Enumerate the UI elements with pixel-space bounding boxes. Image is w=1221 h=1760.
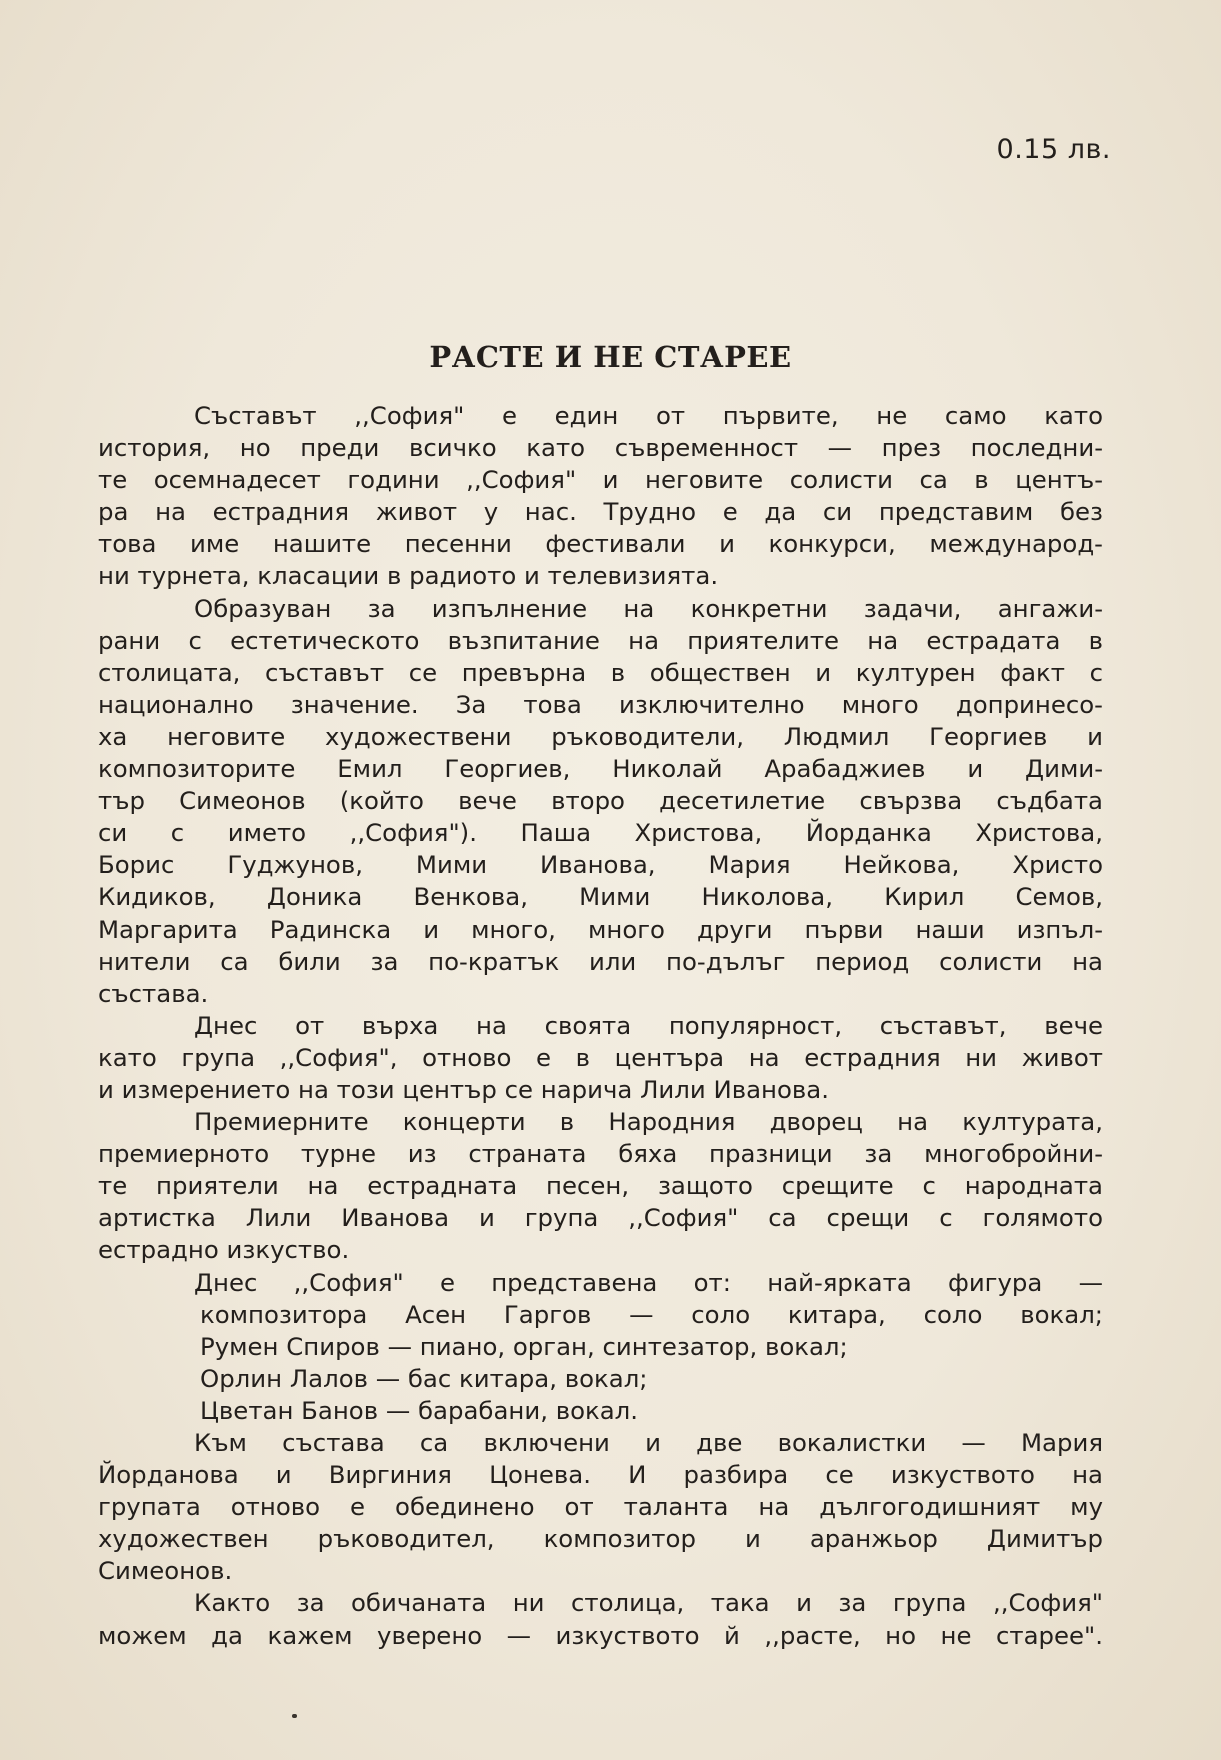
- text-line: рани с естетическото възпитание на приятелите на естрадата в: [98, 625, 1103, 655]
- text-line: като група ,,София", отново е в центъра на естрадния ни живот: [98, 1042, 1103, 1072]
- text-line: групата отново е обединено от таланта на дългогодишният му: [98, 1492, 1103, 1522]
- text-line: Цветан Банов — барабани, вокал.: [200, 1395, 639, 1425]
- text-line: можем да кажем уверено — изкуството й ,,расте, но не старее".: [98, 1620, 1103, 1650]
- text-line: Румен Спиров — пиано, орган, синтезатор, вокал;: [200, 1331, 848, 1361]
- text-line: Борис Гуджунов, Мими Иванова, Мария Нейкова, Христо: [98, 850, 1103, 880]
- text-line: естрадно изкуство.: [98, 1235, 350, 1265]
- text-line: това име нашите песенни фестивали и конкурси, международ-: [98, 529, 1103, 559]
- text-line: Орлин Лалов — бас китара, вокал;: [200, 1363, 648, 1393]
- text-line: артистка Лили Иванова и група ,,София" са срещи с голямото: [98, 1203, 1103, 1233]
- text-line: композитора Асен Гаргов — соло китара, соло вокал;: [200, 1299, 1103, 1329]
- text-line: Йорданова и Виргиния Цонева. И разбира се изкуството на: [98, 1460, 1103, 1490]
- text-line: ха неговите художествени ръководители, Людмил Георгиев и: [98, 721, 1103, 751]
- text-line: премиерното турне из страната бяха празници за многобройни-: [98, 1139, 1103, 1169]
- document-title: РАСТЕ И НЕ СТАРЕЕ: [429, 340, 792, 374]
- text-line: Премиерните концерти в Народния дворец на културата,: [194, 1107, 1103, 1137]
- text-line: Съставът ,,София" е един от първите, не само като: [194, 401, 1103, 430]
- text-line: композиторите Емил Георгиев, Николай Арабаджиев и Дими-: [98, 754, 1103, 784]
- text-line: те приятели на естрадната песен, защото срещите с народната: [98, 1171, 1103, 1201]
- text-line: художествен ръководител, композитор и аранжьор Димитър: [98, 1524, 1103, 1554]
- text-line: Кидиков, Доника Венкова, Мими Николова, Кирил Семов,: [98, 882, 1103, 912]
- price-label: 0.15 лв.: [996, 134, 1111, 165]
- text-line: Симеонов.: [98, 1556, 233, 1586]
- text-line: тър Симеонов (който вече второ десетилетие свързва съдбата: [98, 786, 1103, 816]
- text-line: те осемнадесет години ,,София" и неговите солисти са в центъ-: [98, 465, 1103, 495]
- text-line: нители са били за по-кратък или по-дълъг период солисти на: [98, 946, 1103, 976]
- text-line: ни турнета, класации в радиото и телевизията.: [98, 561, 719, 591]
- text-line: ра на естрадния живот у нас. Трудно е да си представим без: [98, 497, 1103, 527]
- text-line: Както за обичаната ни столица, така и за група ,,София": [194, 1588, 1103, 1618]
- text-line: Днес ,,София" е представена от: най-ярката фигура —: [194, 1267, 1103, 1297]
- text-line: национално значение. За това изключително много допринесо-: [98, 689, 1103, 719]
- text-line: Към състава са включени и две вокалистки — Мария: [194, 1428, 1103, 1457]
- text-line: столицата, съставът се превърна в обществен и културен факт с: [98, 657, 1103, 687]
- text-line: и измерението на този център се нарича Лили Иванова.: [98, 1074, 829, 1104]
- text-line: си с името ,,София"). Паша Христова, Йорданка Христова,: [98, 818, 1103, 848]
- text-line: Маргарита Радинска и много, много други първи наши изпъл-: [98, 914, 1103, 944]
- text-line: история, но преди всичко като съвременност — през последни-: [98, 433, 1103, 463]
- body-text: [98, 400, 1103, 1652]
- text-line: състава.: [98, 978, 209, 1008]
- paper-speck: [292, 1714, 297, 1718]
- text-line: Образуван за изпълнение на конкретни задачи, ангажи-: [194, 593, 1103, 623]
- text-line: Днес от върха на своята популярност, съставът, вече: [194, 1010, 1103, 1040]
